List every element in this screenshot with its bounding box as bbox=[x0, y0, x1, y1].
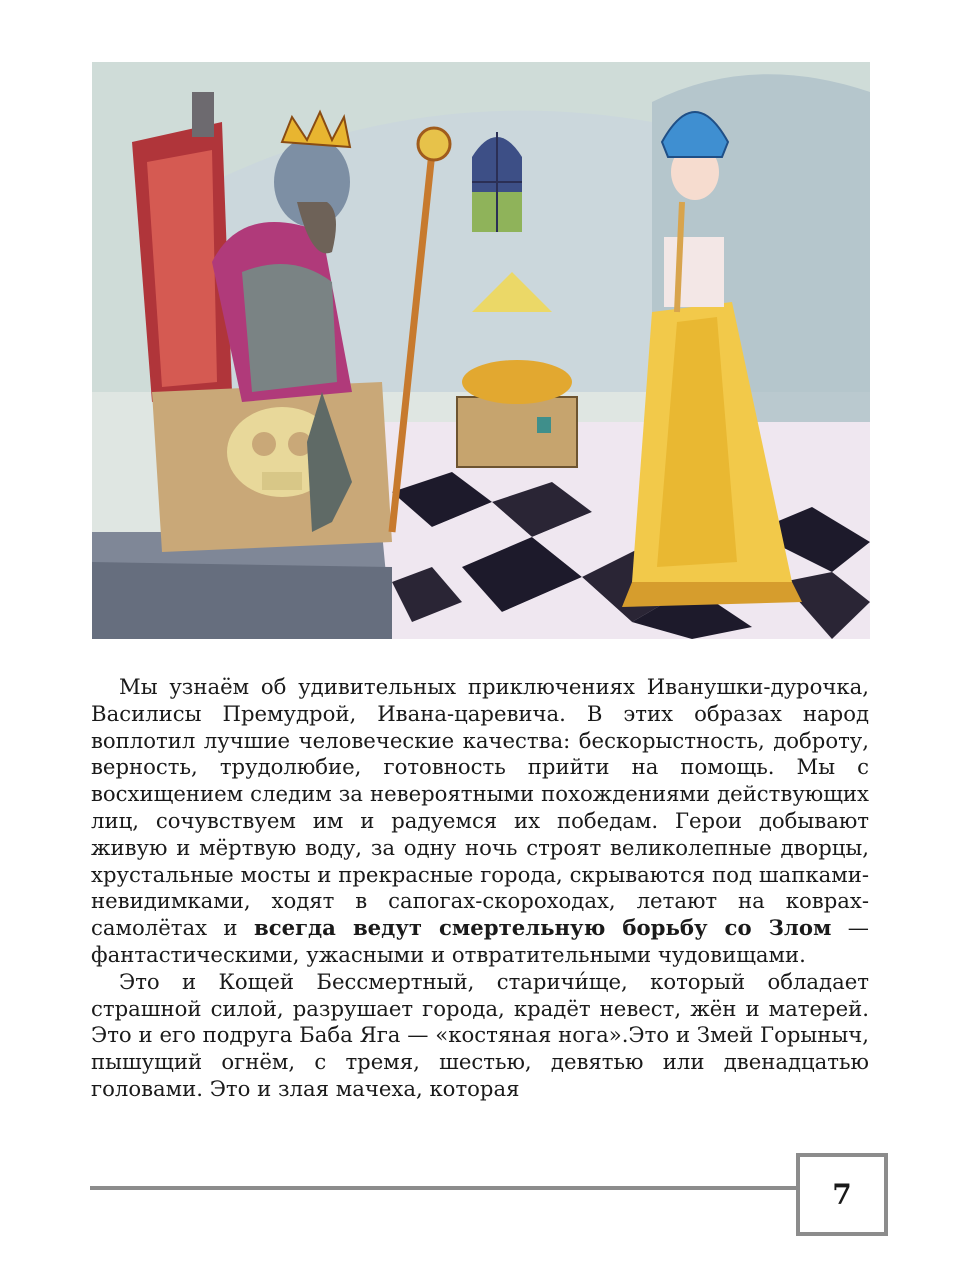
body-text bbox=[91, 674, 869, 1103]
paragraph-1-text: Мы узнаём об удивительных приключениях Иванушки-дурочка, Василисы Премудрой, Ивана-царевича. В этих образах народ воплотил лучшие человеческие качества: бескорыстность, доброту, верность, трудолюбие, готовность прийти на помощь. Мы с восхищением следим за невероятными похождениями действующих лиц, сочувствуем им и радуемся их победам. Герои добывают живую и мёртвую воду, за одну ночь строят великолепные дворцы, хрустальные мосты и прекрасные города, скрываются под шапками-невидимками, ходят в сапогах-скороходах, летают на коврах-самолётах и bbox=[91, 674, 869, 941]
page-number: 7 bbox=[832, 1178, 852, 1211]
checkered-floor bbox=[372, 422, 870, 639]
page-number-box bbox=[796, 1153, 888, 1236]
paragraph-1-bold-phrase: всегда ведут смертельную борьбу со Злом bbox=[253, 915, 832, 941]
footer-rule bbox=[90, 1186, 796, 1190]
paragraph-1 bbox=[91, 674, 869, 969]
koschei-and-princess-painting bbox=[92, 62, 870, 639]
paragraph-2 bbox=[91, 969, 869, 1103]
paragraph-2-text: Это и Кощей Бессмертный, старичи́ще, который обладает страшной силой, разрушает города, крадёт невест, жён и матерей. Это и его подруга Баба Яга — «костяная нога».Это и Змей Горыныч, пышущий огнём, с тремя, шестью, девятью или двенадцатью головами. Это и злая мачеха, которая bbox=[91, 968, 869, 1101]
paragraph-1-text-end: — фантастическими, ужасными и отвратительными чудовищами. bbox=[91, 915, 869, 967]
fairy-tale-illustration bbox=[92, 62, 870, 639]
